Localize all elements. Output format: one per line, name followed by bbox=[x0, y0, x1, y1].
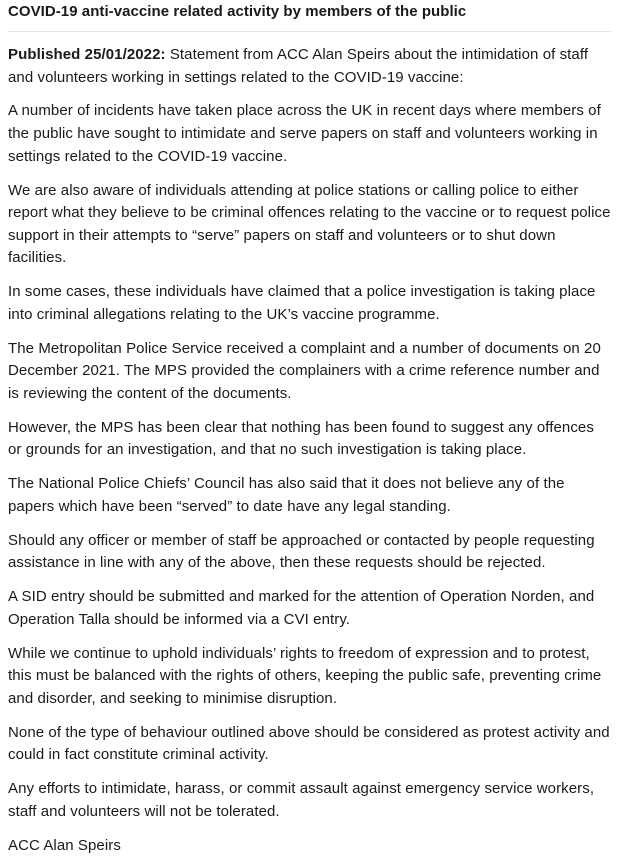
intro-paragraph bbox=[8, 44, 611, 89]
published-date: Published 25/01/2022: bbox=[8, 46, 166, 63]
paragraph: A SID entry should be submitted and marked for the attention of Operation Norden, and Operation Talla should be informed via a CVI entry. bbox=[8, 588, 595, 628]
paragraph: The National Police Chiefs’ Council has also said that it does not believe any of the papers which have been “served” to date have any legal standing. bbox=[8, 475, 565, 515]
page-title: COVID-19 anti-vaccine related activity by members of the public bbox=[8, 0, 611, 32]
paragraph: While we continue to uphold individuals’ rights to freedom of expression and to protest, this must be balanced with the rights of others, keeping the public safe, preventing crime and disorder, and seeking to minimise disruption. bbox=[8, 644, 602, 707]
paragraph: In some cases, these individuals have claimed that a police investigation is taking place into criminal allegations relating to the UK’s vaccine programme. bbox=[8, 283, 596, 323]
paragraph: Any efforts to intimidate, harass, or commit assault against emergency service workers, staff and volunteers will not be tolerated. bbox=[8, 780, 595, 820]
paragraph: We are also aware of individuals attending at police stations or calling police to either report what they believe to be criminal offences relating to the vaccine or to request police support in their attempts to “serve” papers on staff and volunteers or to shut down facilities. bbox=[8, 181, 611, 267]
paragraph: However, the MPS has been clear that nothing has been found to suggest any offences or grounds for an investigation, and that no such investigation is taking place. bbox=[8, 418, 594, 459]
paragraph: None of the type of behaviour outlined above should be considered as protest activity and could in fact constitute criminal activity. bbox=[8, 723, 610, 764]
paragraph: Should any officer or member of staff be approached or contacted by people requesting assistance in line with any of the above, then these requests should be rejected. bbox=[8, 531, 595, 572]
intro-text: Statement from ACC Alan Speirs about the intimidation of staff and volunteers working in settings related to the COVID-19 vaccine: bbox=[8, 46, 589, 86]
paragraph: A number of incidents have taken place across the UK in recent days where members of the public have sought to intimidate and serve papers on staff and volunteers working in settings related to the COVID-19 vaccine. bbox=[8, 102, 601, 165]
signature: ACC Alan Speirs bbox=[8, 836, 121, 854]
paragraph: The Metropolitan Police Service received a complaint and a number of documents on 20 December 2021. The MPS provided the complainers with a crime reference number and is reviewing the content of the documents. bbox=[8, 339, 601, 402]
